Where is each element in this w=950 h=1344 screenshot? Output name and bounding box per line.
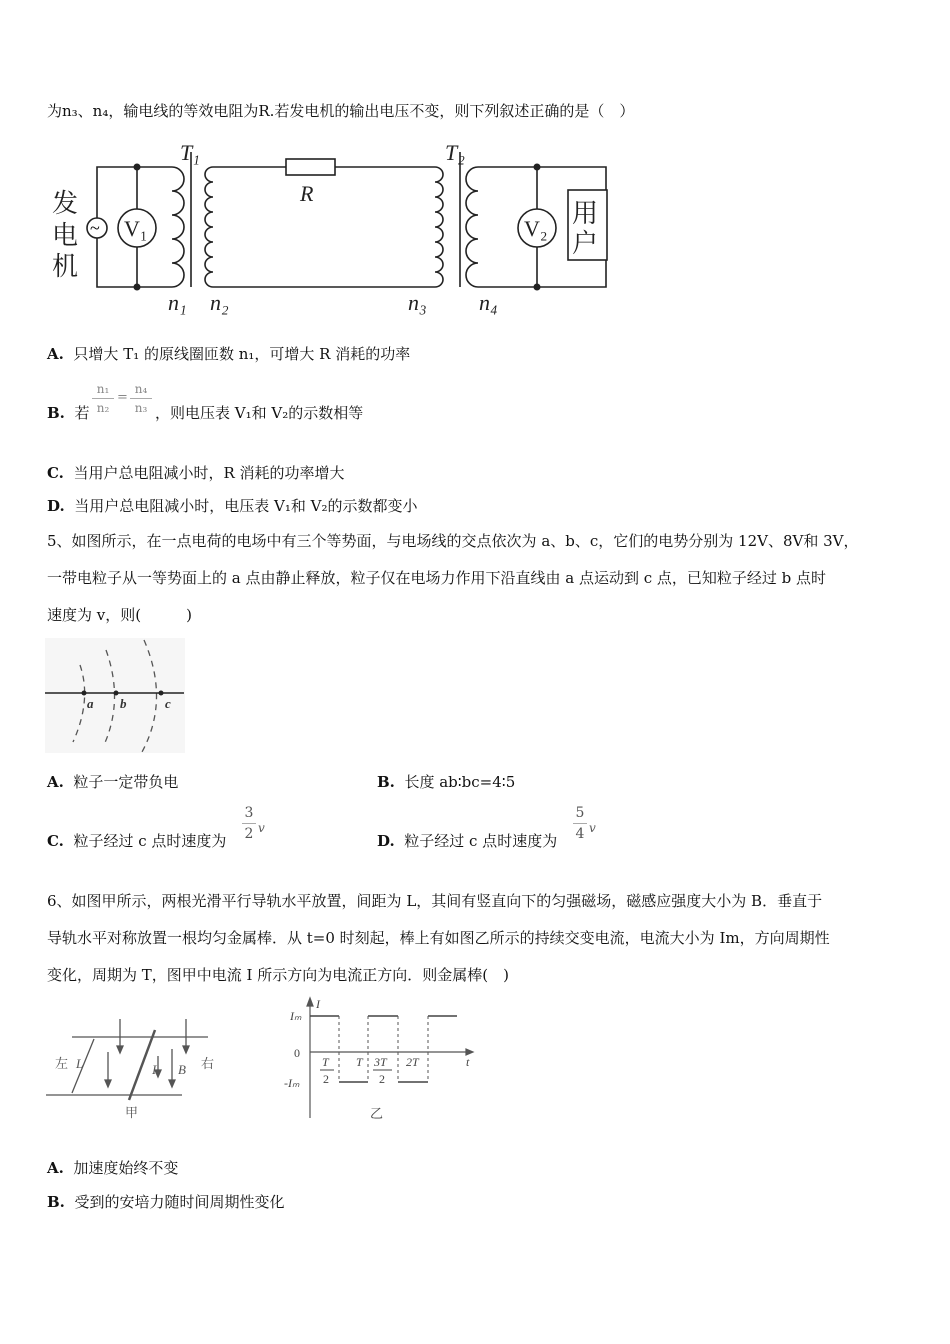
option-text: 粒子一定带负电 bbox=[73, 773, 179, 791]
tick-t-half-den: 2 bbox=[323, 1072, 329, 1086]
option-label: B. bbox=[47, 1193, 65, 1211]
axis-i-label: I bbox=[316, 997, 320, 1011]
current-i-label: I bbox=[152, 1062, 157, 1077]
left-label: 左 bbox=[55, 1056, 69, 1071]
option-text: 受到的安培力随时间周期性变化 bbox=[74, 1193, 285, 1211]
point-c-label: c bbox=[165, 696, 171, 711]
option-text: 只增大 T₁ 的原线圈匝数 n₁，可增大 R 消耗的功率 bbox=[73, 345, 411, 363]
user-label-2: 户 bbox=[572, 229, 599, 258]
frac-den: 4 bbox=[575, 826, 585, 842]
option-label: D. bbox=[47, 497, 65, 515]
tick-2t: 2T bbox=[406, 1055, 419, 1069]
option-text: 当用户总电阻减小时，电压表 V₁和 V₂的示数都变小 bbox=[74, 497, 418, 515]
user-label-1: 用 bbox=[572, 199, 599, 228]
frac-num: n₄ bbox=[134, 382, 148, 396]
option-label: B. bbox=[47, 404, 65, 422]
transformer-t1-label: T₁ bbox=[180, 140, 200, 165]
tick-t-half-num: T bbox=[322, 1055, 329, 1069]
q5-stem-line2: 一带电粒子从一等势面上的 a 点由静止释放，粒子仅在电场力作用下沿直线由 a 点运动到 c 点，已知粒子经过 b 点时 bbox=[47, 569, 827, 587]
generator-label-3: 机 bbox=[52, 252, 79, 281]
coil-n3-label: n₃ bbox=[408, 290, 427, 315]
distance-l-label: L bbox=[76, 1056, 84, 1071]
option-label: B. bbox=[377, 773, 395, 791]
q6-stem-line2: 导轨水平对称放置一根均匀金属棒．从 t=0 时刻起，棒上有如图乙所示的持续交变电流，电流大小为 Im，方向周期性 bbox=[47, 929, 830, 947]
option-text: 长度 ab∶bc=4∶5 bbox=[404, 773, 516, 791]
tick-t: T bbox=[356, 1055, 363, 1069]
im-tick-label: Iₘ bbox=[290, 1009, 302, 1023]
velocity-v: v bbox=[258, 821, 265, 835]
option-text: 若 bbox=[74, 404, 90, 422]
frac-num: 3 bbox=[244, 805, 254, 821]
velocity-v: v bbox=[589, 821, 596, 835]
frac-den: n₃ bbox=[134, 401, 148, 415]
tick-3t-half-den: 2 bbox=[379, 1072, 385, 1086]
option-label: C. bbox=[47, 464, 64, 482]
axis-t-label: t bbox=[466, 1055, 470, 1069]
tick-3t-half-num: 3T bbox=[374, 1055, 387, 1069]
q5-stem-line1: 5、如图所示，在一点电荷的电场中有三个等势面，与电场线的交点依次为 a、b、c，它们的电势分别为 12V、8V和 3V， bbox=[47, 532, 859, 550]
frac-den: 2 bbox=[244, 826, 254, 842]
point-a-label: a bbox=[87, 696, 94, 711]
generator-label-2: 电 bbox=[52, 221, 79, 250]
option-text: 当用户总电阻减小时，R 消耗的功率增大 bbox=[73, 464, 345, 482]
figure-yi-caption: 乙 bbox=[370, 1106, 384, 1121]
option-label: D. bbox=[377, 832, 395, 850]
option-text: 粒子经过 c 点时速度为 bbox=[404, 832, 558, 850]
generator-label-1: 发 bbox=[52, 189, 79, 218]
frac-num: n₁ bbox=[96, 382, 110, 396]
q4-stem-tail: 为n₃、n₄，输电线的等效电阻为R.若发电机的输出电压不变，则下列叙述正确的是（ ） bbox=[47, 102, 635, 120]
frac-den: n₂ bbox=[96, 401, 110, 415]
equals-sign: = bbox=[117, 390, 128, 405]
coil-n4-label: n₄ bbox=[479, 290, 498, 315]
option-text: 加速度始终不变 bbox=[73, 1159, 179, 1177]
q6-stem-line3: 变化，周期为 T，图甲中电流 I 所示方向为电流正方向．则金属棒( ) bbox=[47, 966, 509, 984]
coil-n1-label: n₁ bbox=[168, 290, 187, 315]
q6-option-b bbox=[47, 1192, 284, 1212]
q6-option-a bbox=[47, 1158, 178, 1178]
point-b-label: b bbox=[120, 696, 127, 711]
voltmeter-v2: V₂ bbox=[524, 216, 548, 241]
q5-stem-line3: 速度为 v，则( ) bbox=[47, 606, 192, 624]
frac-num: 5 bbox=[575, 805, 585, 821]
option-label: A. bbox=[47, 1159, 64, 1177]
neg-im-tick-label: -Iₘ bbox=[284, 1076, 300, 1090]
transformer-t2-label: T₂ bbox=[445, 140, 465, 165]
ac-source-icon: ~ bbox=[90, 218, 100, 238]
voltmeter-v1: V₁ bbox=[124, 216, 148, 241]
option-text: 粒子经过 c 点时速度为 bbox=[73, 832, 227, 850]
q4-option-b-text: ，则电压表 V₁和 V₂的示数相等 bbox=[155, 404, 364, 422]
coil-n2-label: n₂ bbox=[210, 290, 229, 315]
option-label: A. bbox=[47, 773, 64, 791]
option-label: C. bbox=[47, 832, 64, 850]
zero-label: 0 bbox=[294, 1046, 300, 1060]
right-label: 右 bbox=[201, 1056, 215, 1071]
figure-jia-caption: 甲 bbox=[125, 1105, 139, 1120]
option-label: A. bbox=[47, 345, 64, 363]
q6-stem-line1: 6、如图甲所示，两根光滑平行导轨水平放置，间距为 L，其间有竖直向下的匀强磁场，磁感应强度大小为 B．垂直于 bbox=[47, 892, 823, 910]
field-b-label: B bbox=[178, 1062, 186, 1077]
resistor-r-label: R bbox=[300, 181, 314, 206]
